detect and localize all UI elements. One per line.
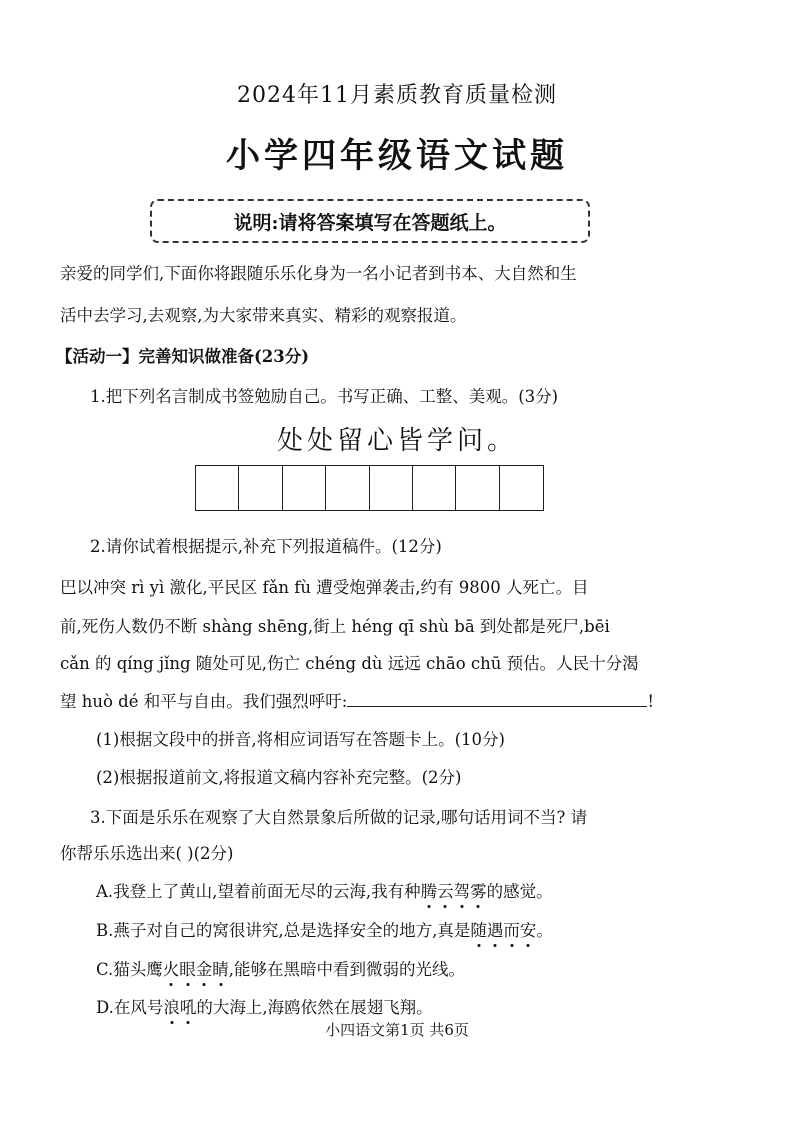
grid-cell[interactable] [370, 466, 413, 510]
q2-passage-line-2: 前,死伤人数仍不断 shàng shēng,街上 héng qī shù bā 到处都是死尸,bēi [60, 617, 610, 636]
option-a-text: A.我登上了黄山,望着前面无尽的云海,我有种 [96, 882, 421, 901]
q1-motto: 处处留心皆学问。 [276, 426, 517, 456]
intro-line-2: 活中去学习,去观察,为大家带来真实、精彩的观察报道。 [60, 306, 467, 325]
q2-prompt: 2.请你试着根据提示,补充下列报道稿件。(12分) [90, 537, 442, 556]
grid-cell[interactable] [283, 466, 326, 510]
option-a-text-end: 的感觉。 [486, 882, 553, 901]
q2-passage-line-4-text: 望 huò dé 和平与自由。我们强烈呼吁: [60, 692, 348, 711]
emphasis-char: 安 [520, 917, 537, 941]
emphasis-char: 火 [163, 956, 180, 980]
emphasis-char: 遇 [487, 917, 504, 941]
q2-sub1: (1)根据文段中的拼音,将相应词语写在答题卡上。(10分) [96, 730, 505, 749]
emphasis-char: 吼 [180, 994, 197, 1018]
emphasis-char: 睛 [212, 956, 229, 980]
q2-passage-line-1: 巴以冲突 rì yì 激化,平民区 fǎn fù 遭受炮弹袭击,约有 9800 人死亡。目 [60, 578, 589, 597]
q1-prompt: 1.把下列名言制成书签勉励自己。书写正确、工整、美观。(3分) [90, 387, 559, 406]
option-b-text-end: 。 [536, 921, 553, 940]
option-d-text: D.在风号 [96, 998, 164, 1017]
emphasis-char: 浪 [163, 994, 180, 1018]
grid-cell[interactable] [413, 466, 456, 510]
q2-passage-line-4 [60, 688, 654, 712]
emphasis-char: 驾 [454, 878, 471, 902]
q3-prompt-line-2: 你帮乐乐选出来( )(2分) [60, 844, 234, 863]
emphasis-char: 金 [196, 956, 213, 980]
page-footer: 小四语文第1页 共6页 [325, 1021, 469, 1039]
emphasis-char: 而 [503, 917, 520, 941]
option-c-text-end: ,能够在黑暗中看到微弱的光线。 [228, 960, 466, 979]
option-d-emphasis [163, 998, 196, 1017]
emphasis-char: 云 [437, 878, 454, 902]
notice-box [150, 199, 590, 243]
option-a[interactable] [96, 878, 553, 902]
option-c-text: C.猫头鹰 [96, 960, 163, 979]
option-d-text-end: 的大海上,海鸥依然在展翅飞翔。 [196, 998, 433, 1017]
page-title: 小学四年级语文试题 [226, 136, 568, 176]
exclamation-mark: ! [647, 692, 654, 711]
answer-blank-line[interactable] [347, 692, 647, 707]
emphasis-char: 腾 [421, 878, 438, 902]
option-d[interactable] [96, 994, 433, 1018]
writing-grid[interactable] [195, 465, 544, 511]
grid-cell[interactable] [456, 466, 499, 510]
grid-cell[interactable] [500, 466, 543, 510]
emphasis-char: 随 [470, 917, 487, 941]
option-c[interactable] [96, 956, 465, 980]
option-a-emphasis [421, 882, 487, 901]
grid-cell[interactable] [196, 466, 239, 510]
q2-passage-line-3: cǎn 的 qíng jǐng 随处可见,伤亡 chéng dù 远远 chāo chū 预估。人民十分渴 [60, 654, 639, 673]
q3-prompt-line-1: 3.下面是乐乐在观察了大自然景象后所做的记录,哪句话用词不当? 请 [90, 808, 588, 827]
emphasis-char: 雾 [470, 878, 487, 902]
activity1-heading: 【活动一】完善知识做准备(23分) [56, 347, 310, 366]
exam-name: 2024年11月素质教育质量检测 [237, 83, 557, 108]
q2-sub2: (2)根据报道前文,将报道文稿内容补充完整。(2分) [96, 768, 462, 787]
grid-cell[interactable] [239, 466, 282, 510]
option-b-emphasis [470, 921, 536, 940]
intro-line-1: 亲爱的同学们,下面你将跟随乐乐化身为一名小记者到书本、大自然和生 [60, 264, 577, 283]
emphasis-char: 眼 [179, 956, 196, 980]
notice-text: 说明:请将答案填写在答题纸上。 [233, 211, 507, 234]
option-c-emphasis [163, 960, 229, 979]
option-b-text: B.燕子对自己的窝很讲究,总是选择安全的地方,真是 [96, 921, 471, 940]
grid-cell[interactable] [326, 466, 369, 510]
option-b[interactable] [96, 917, 553, 941]
